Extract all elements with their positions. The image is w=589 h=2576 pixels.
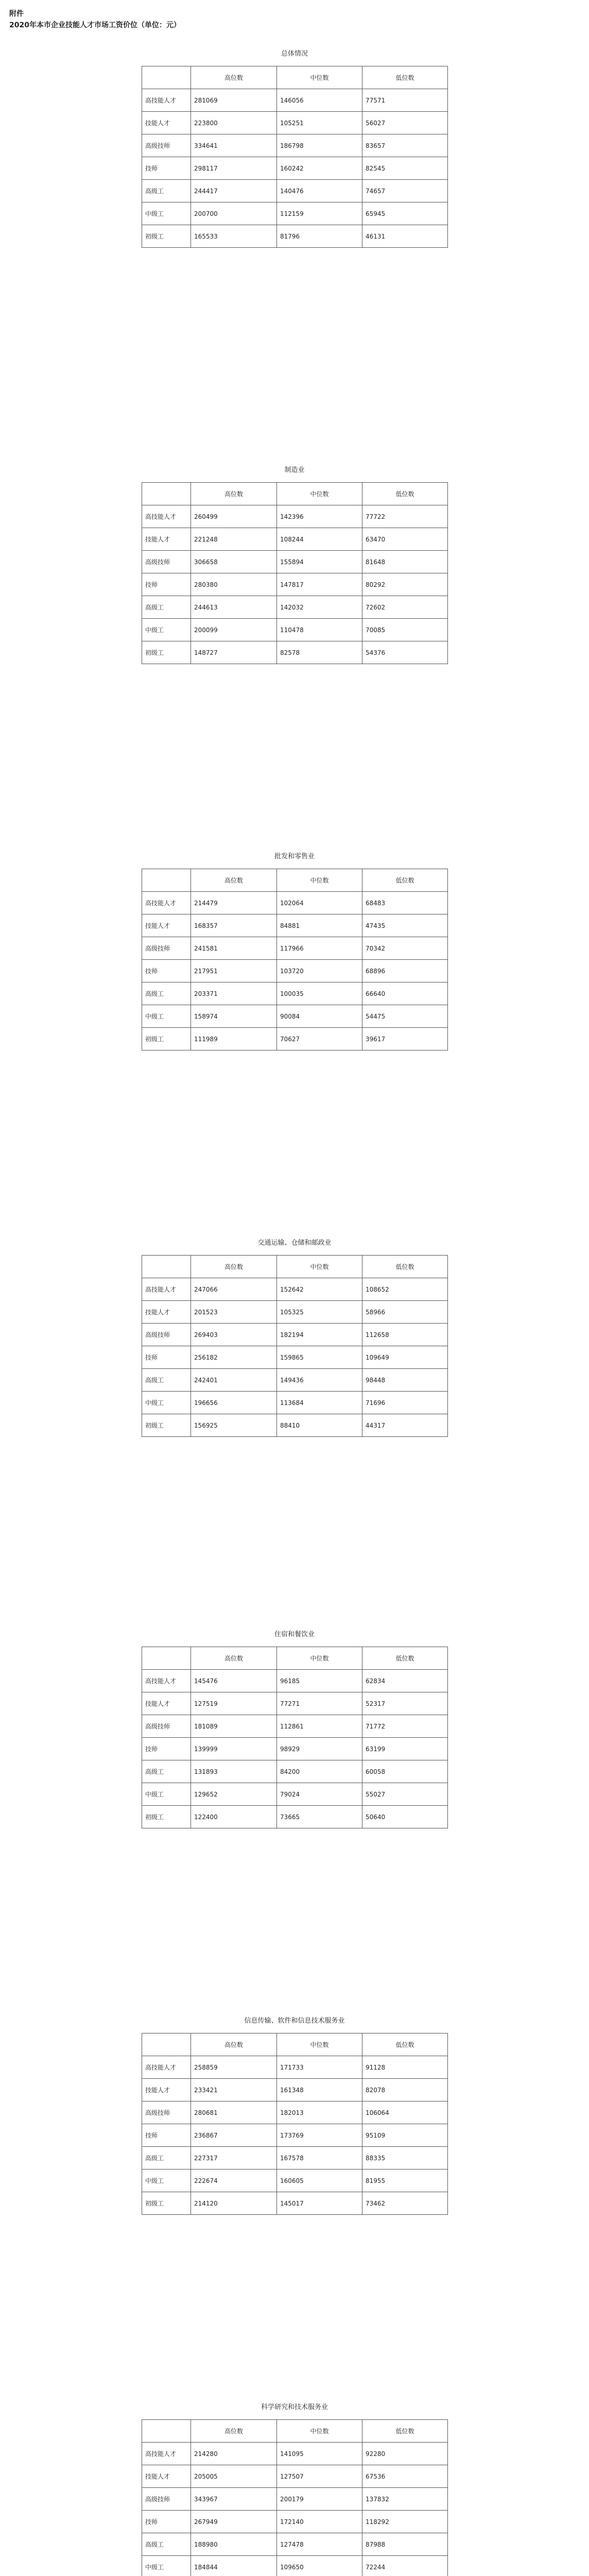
wage-cell: 58966 bbox=[362, 1301, 448, 1324]
sector-block bbox=[0, 2014, 589, 2207]
wage-cell: 98929 bbox=[277, 1738, 362, 1760]
wage-cell: 109650 bbox=[277, 2556, 362, 2576]
wage-cell: 63199 bbox=[362, 1738, 448, 1760]
skill-level-cell: 高级工 bbox=[142, 2147, 191, 2170]
table-row bbox=[142, 157, 448, 180]
wage-cell: 167578 bbox=[277, 2147, 362, 2170]
sector-title: 交通运输、仓储和邮政业 bbox=[257, 1239, 332, 1247]
column-header: 低位数 bbox=[362, 66, 448, 89]
wage-cell: 110478 bbox=[277, 619, 362, 641]
wage-cell: 139999 bbox=[191, 1738, 277, 1760]
column-header: 高位数 bbox=[191, 2420, 277, 2443]
skill-level-cell: 高级技师 bbox=[142, 937, 191, 960]
page-title: 2020年本市企业技能人才市场工资价位（单位：元） bbox=[9, 21, 181, 29]
table-header-row bbox=[142, 66, 448, 89]
table-row bbox=[142, 2192, 448, 2215]
sector-title: 科学研究和技术服务业 bbox=[261, 2403, 328, 2411]
table-row bbox=[142, 2102, 448, 2124]
skill-level-cell: 高级技师 bbox=[142, 1715, 191, 1738]
table-row bbox=[142, 202, 448, 225]
table-row bbox=[142, 134, 448, 157]
table-row bbox=[142, 2147, 448, 2170]
table-row bbox=[142, 112, 448, 134]
wage-cell: 127478 bbox=[277, 2533, 362, 2556]
wage-cell: 182194 bbox=[277, 1324, 362, 1346]
wage-cell: 105325 bbox=[277, 1301, 362, 1324]
sector-title: 总体情况 bbox=[281, 50, 308, 58]
sector-block bbox=[0, 2401, 589, 2571]
wage-cell: 145017 bbox=[277, 2192, 362, 2215]
table-header-row bbox=[142, 1256, 448, 1278]
wage-cell: 171733 bbox=[277, 2056, 362, 2079]
skill-level-cell: 中级工 bbox=[142, 202, 191, 225]
wage-cell: 92280 bbox=[362, 2443, 448, 2465]
wage-cell: 258859 bbox=[191, 2056, 277, 2079]
wage-cell: 106064 bbox=[362, 2102, 448, 2124]
skill-level-cell: 高级技师 bbox=[142, 2488, 191, 2511]
wage-cell: 70342 bbox=[362, 937, 448, 960]
skill-level-cell: 技师 bbox=[142, 2124, 191, 2147]
skill-level-cell: 中级工 bbox=[142, 619, 191, 641]
skill-level-cell: 高级工 bbox=[142, 1369, 191, 1392]
table-header-row bbox=[142, 2420, 448, 2443]
table-row bbox=[142, 1715, 448, 1738]
wage-cell: 91128 bbox=[362, 2056, 448, 2079]
table-row bbox=[142, 596, 448, 619]
skill-level-cell: 中级工 bbox=[142, 1005, 191, 1028]
column-header bbox=[142, 2033, 191, 2056]
wage-cell: 112658 bbox=[362, 1324, 448, 1346]
wage-cell: 181089 bbox=[191, 1715, 277, 1738]
skill-level-cell: 高技能人才 bbox=[142, 505, 191, 528]
wage-cell: 102064 bbox=[277, 892, 362, 914]
wage-cell: 68896 bbox=[362, 960, 448, 982]
wage-cell: 118292 bbox=[362, 2511, 448, 2533]
wage-cell: 281069 bbox=[191, 89, 277, 112]
wage-cell: 112861 bbox=[277, 1715, 362, 1738]
sector-block bbox=[0, 464, 589, 656]
wage-cell: 221248 bbox=[191, 528, 277, 551]
wage-cell: 103720 bbox=[277, 960, 362, 982]
wage-cell: 148727 bbox=[191, 641, 277, 664]
wage-cell: 70085 bbox=[362, 619, 448, 641]
wage-cell: 269403 bbox=[191, 1324, 277, 1346]
wage-cell: 113684 bbox=[277, 1392, 362, 1414]
wage-cell: 56027 bbox=[362, 112, 448, 134]
skill-level-cell: 技师 bbox=[142, 960, 191, 982]
table-header-row bbox=[142, 1647, 448, 1670]
wage-cell: 160242 bbox=[277, 157, 362, 180]
wage-cell: 129652 bbox=[191, 1783, 277, 1806]
table-row bbox=[142, 960, 448, 982]
column-header: 中位数 bbox=[277, 483, 362, 505]
wage-cell: 200179 bbox=[277, 2488, 362, 2511]
wage-cell: 260499 bbox=[191, 505, 277, 528]
wage-cell: 156925 bbox=[191, 1414, 277, 1437]
skill-level-cell: 技师 bbox=[142, 1346, 191, 1369]
column-header bbox=[142, 1256, 191, 1278]
skill-level-cell: 高技能人才 bbox=[142, 2056, 191, 2079]
wage-cell: 46131 bbox=[362, 225, 448, 248]
skill-level-cell: 中级工 bbox=[142, 2170, 191, 2192]
wage-cell: 55027 bbox=[362, 1783, 448, 1806]
table-row bbox=[142, 1392, 448, 1414]
sector-title: 批发和零售业 bbox=[274, 853, 315, 860]
wage-cell: 44317 bbox=[362, 1414, 448, 1437]
table-row bbox=[142, 1369, 448, 1392]
sector-wage-table bbox=[142, 2419, 448, 2576]
sector-wage-table bbox=[142, 2033, 448, 2215]
skill-level-cell: 技能人才 bbox=[142, 2465, 191, 2488]
wage-cell: 65945 bbox=[362, 202, 448, 225]
wage-cell: 88335 bbox=[362, 2147, 448, 2170]
skill-level-cell: 中级工 bbox=[142, 2556, 191, 2576]
wage-cell: 82078 bbox=[362, 2079, 448, 2102]
table-row bbox=[142, 1005, 448, 1028]
wage-cell: 83657 bbox=[362, 134, 448, 157]
column-header bbox=[142, 869, 191, 892]
table-row bbox=[142, 2556, 448, 2576]
table-row bbox=[142, 573, 448, 596]
wage-cell: 66640 bbox=[362, 982, 448, 1005]
wage-cell: 84200 bbox=[277, 1760, 362, 1783]
skill-level-cell: 高技能人才 bbox=[142, 1278, 191, 1301]
skill-level-cell: 中级工 bbox=[142, 1783, 191, 1806]
wage-cell: 96185 bbox=[277, 1670, 362, 1692]
table-row bbox=[142, 1806, 448, 1828]
wage-cell: 72244 bbox=[362, 2556, 448, 2576]
wage-cell: 72602 bbox=[362, 596, 448, 619]
column-header: 高位数 bbox=[191, 483, 277, 505]
column-header: 中位数 bbox=[277, 2033, 362, 2056]
sector-wage-table bbox=[142, 1647, 448, 1828]
wage-cell: 188980 bbox=[191, 2533, 277, 2556]
skill-level-cell: 高级工 bbox=[142, 982, 191, 1005]
table-row bbox=[142, 641, 448, 664]
table-row bbox=[142, 180, 448, 202]
wage-cell: 131893 bbox=[191, 1760, 277, 1783]
table-row bbox=[142, 1346, 448, 1369]
skill-level-cell: 技师 bbox=[142, 157, 191, 180]
skill-level-cell: 高级工 bbox=[142, 180, 191, 202]
table-row bbox=[142, 2056, 448, 2079]
wage-cell: 100035 bbox=[277, 982, 362, 1005]
wage-cell: 172140 bbox=[277, 2511, 362, 2533]
wage-cell: 54475 bbox=[362, 1005, 448, 1028]
wage-cell: 70627 bbox=[277, 1028, 362, 1050]
table-row bbox=[142, 1028, 448, 1050]
column-header: 低位数 bbox=[362, 869, 448, 892]
wage-cell: 39617 bbox=[362, 1028, 448, 1050]
table-row bbox=[142, 1670, 448, 1692]
wage-cell: 168357 bbox=[191, 914, 277, 937]
skill-level-cell: 高级技师 bbox=[142, 1324, 191, 1346]
skill-level-cell: 高级工 bbox=[142, 2533, 191, 2556]
wage-cell: 127519 bbox=[191, 1692, 277, 1715]
wage-cell: 214120 bbox=[191, 2192, 277, 2215]
skill-level-cell: 技师 bbox=[142, 1738, 191, 1760]
table-header-row bbox=[142, 869, 448, 892]
table-row bbox=[142, 1301, 448, 1324]
wage-cell: 241581 bbox=[191, 937, 277, 960]
skill-level-cell: 高技能人才 bbox=[142, 89, 191, 112]
table-row bbox=[142, 937, 448, 960]
table-row bbox=[142, 225, 448, 248]
skill-level-cell: 高级技师 bbox=[142, 551, 191, 573]
table-row bbox=[142, 1738, 448, 1760]
table-header-row bbox=[142, 2033, 448, 2056]
wage-cell: 108244 bbox=[277, 528, 362, 551]
wage-cell: 196656 bbox=[191, 1392, 277, 1414]
sector-title: 住宿和餐饮业 bbox=[274, 1631, 315, 1638]
table-row bbox=[142, 1278, 448, 1301]
wage-cell: 81796 bbox=[277, 225, 362, 248]
wage-cell: 149436 bbox=[277, 1369, 362, 1392]
wage-cell: 146056 bbox=[277, 89, 362, 112]
wage-cell: 82545 bbox=[362, 157, 448, 180]
wage-cell: 280681 bbox=[191, 2102, 277, 2124]
wage-cell: 79024 bbox=[277, 1783, 362, 1806]
wage-cell: 73665 bbox=[277, 1806, 362, 1828]
wage-cell: 173769 bbox=[277, 2124, 362, 2147]
wage-cell: 52317 bbox=[362, 1692, 448, 1715]
wage-cell: 236867 bbox=[191, 2124, 277, 2147]
wage-cell: 74657 bbox=[362, 180, 448, 202]
skill-level-cell: 技能人才 bbox=[142, 1692, 191, 1715]
wage-cell: 145476 bbox=[191, 1670, 277, 1692]
wage-cell: 256182 bbox=[191, 1346, 277, 1369]
wage-cell: 142032 bbox=[277, 596, 362, 619]
wage-cell: 161348 bbox=[277, 2079, 362, 2102]
wage-cell: 298117 bbox=[191, 157, 277, 180]
skill-level-cell: 技能人才 bbox=[142, 2079, 191, 2102]
wage-cell: 214280 bbox=[191, 2443, 277, 2465]
wage-cell: 117966 bbox=[277, 937, 362, 960]
skill-level-cell: 技师 bbox=[142, 2511, 191, 2533]
skill-level-cell: 技能人才 bbox=[142, 1301, 191, 1324]
skill-level-cell: 初级工 bbox=[142, 1028, 191, 1050]
column-header: 中位数 bbox=[277, 2420, 362, 2443]
table-row bbox=[142, 1692, 448, 1715]
skill-level-cell: 初级工 bbox=[142, 2192, 191, 2215]
column-header: 低位数 bbox=[362, 483, 448, 505]
table-row bbox=[142, 914, 448, 937]
sector-wage-table bbox=[142, 66, 448, 248]
wage-cell: 147817 bbox=[277, 573, 362, 596]
wage-cell: 68483 bbox=[362, 892, 448, 914]
table-row bbox=[142, 2443, 448, 2465]
wage-cell: 90084 bbox=[277, 1005, 362, 1028]
sector-title: 信息传输、软件和信息技术服务业 bbox=[244, 2017, 345, 2025]
skill-level-cell: 高技能人才 bbox=[142, 1670, 191, 1692]
wage-cell: 267949 bbox=[191, 2511, 277, 2533]
wage-cell: 54376 bbox=[362, 641, 448, 664]
table-row bbox=[142, 505, 448, 528]
table-row bbox=[142, 982, 448, 1005]
table-row bbox=[142, 2170, 448, 2192]
sector-block bbox=[0, 850, 589, 1043]
table-row bbox=[142, 2533, 448, 2556]
wage-cell: 182013 bbox=[277, 2102, 362, 2124]
skill-level-cell: 高级工 bbox=[142, 1760, 191, 1783]
wage-cell: 87988 bbox=[362, 2533, 448, 2556]
wage-cell: 109649 bbox=[362, 1346, 448, 1369]
wage-cell: 334641 bbox=[191, 134, 277, 157]
wage-cell: 142396 bbox=[277, 505, 362, 528]
sector-block bbox=[0, 1628, 589, 1821]
wage-cell: 184844 bbox=[191, 2556, 277, 2576]
table-header-row bbox=[142, 483, 448, 505]
skill-level-cell: 高技能人才 bbox=[142, 892, 191, 914]
wage-cell: 244417 bbox=[191, 180, 277, 202]
wage-cell: 60058 bbox=[362, 1760, 448, 1783]
wage-cell: 200099 bbox=[191, 619, 277, 641]
wage-cell: 155894 bbox=[277, 551, 362, 573]
wage-cell: 137832 bbox=[362, 2488, 448, 2511]
table-row bbox=[142, 528, 448, 551]
skill-level-cell: 技师 bbox=[142, 573, 191, 596]
wage-cell: 47435 bbox=[362, 914, 448, 937]
table-row bbox=[142, 892, 448, 914]
skill-level-cell: 初级工 bbox=[142, 1806, 191, 1828]
column-header: 低位数 bbox=[362, 1256, 448, 1278]
skill-level-cell: 高技能人才 bbox=[142, 2443, 191, 2465]
wage-cell: 111989 bbox=[191, 1028, 277, 1050]
wage-cell: 280380 bbox=[191, 573, 277, 596]
table-row bbox=[142, 2511, 448, 2533]
table-row bbox=[142, 551, 448, 573]
wage-cell: 201523 bbox=[191, 1301, 277, 1324]
wage-cell: 77571 bbox=[362, 89, 448, 112]
wage-cell: 88410 bbox=[277, 1414, 362, 1437]
wage-cell: 98448 bbox=[362, 1369, 448, 1392]
wage-cell: 84881 bbox=[277, 914, 362, 937]
table-row bbox=[142, 619, 448, 641]
wage-cell: 205005 bbox=[191, 2465, 277, 2488]
wage-cell: 112159 bbox=[277, 202, 362, 225]
column-header: 中位数 bbox=[277, 869, 362, 892]
column-header: 高位数 bbox=[191, 1256, 277, 1278]
sector-block bbox=[0, 1236, 589, 1429]
wage-cell: 217951 bbox=[191, 960, 277, 982]
wage-cell: 122400 bbox=[191, 1806, 277, 1828]
wage-cell: 71772 bbox=[362, 1715, 448, 1738]
table-row bbox=[142, 89, 448, 112]
wage-cell: 77722 bbox=[362, 505, 448, 528]
wage-cell: 63470 bbox=[362, 528, 448, 551]
skill-level-cell: 中级工 bbox=[142, 1392, 191, 1414]
sector-wage-table bbox=[142, 1255, 448, 1437]
table-row bbox=[142, 1414, 448, 1437]
column-header: 低位数 bbox=[362, 1647, 448, 1670]
column-header bbox=[142, 483, 191, 505]
column-header bbox=[142, 2420, 191, 2443]
skill-level-cell: 高级技师 bbox=[142, 2102, 191, 2124]
column-header: 中位数 bbox=[277, 66, 362, 89]
table-row bbox=[142, 1783, 448, 1806]
table-row bbox=[142, 2124, 448, 2147]
skill-level-cell: 高级工 bbox=[142, 596, 191, 619]
wage-cell: 186798 bbox=[277, 134, 362, 157]
wage-cell: 71696 bbox=[362, 1392, 448, 1414]
wage-cell: 50640 bbox=[362, 1806, 448, 1828]
wage-cell: 73462 bbox=[362, 2192, 448, 2215]
wage-cell: 81955 bbox=[362, 2170, 448, 2192]
wage-cell: 105251 bbox=[277, 112, 362, 134]
wage-cell: 140476 bbox=[277, 180, 362, 202]
skill-level-cell: 高级技师 bbox=[142, 134, 191, 157]
wage-cell: 77271 bbox=[277, 1692, 362, 1715]
wage-cell: 214479 bbox=[191, 892, 277, 914]
sector-block bbox=[0, 47, 589, 240]
wage-cell: 203371 bbox=[191, 982, 277, 1005]
wage-cell: 222674 bbox=[191, 2170, 277, 2192]
wage-cell: 244613 bbox=[191, 596, 277, 619]
wage-cell: 108652 bbox=[362, 1278, 448, 1301]
column-header: 高位数 bbox=[191, 869, 277, 892]
column-header: 低位数 bbox=[362, 2033, 448, 2056]
annex-label: 附件 bbox=[9, 10, 24, 18]
table-row bbox=[142, 2465, 448, 2488]
wage-cell: 165533 bbox=[191, 225, 277, 248]
wage-cell: 152642 bbox=[277, 1278, 362, 1301]
table-row bbox=[142, 1324, 448, 1346]
wage-cell: 141095 bbox=[277, 2443, 362, 2465]
column-header: 高位数 bbox=[191, 66, 277, 89]
wage-cell: 95109 bbox=[362, 2124, 448, 2147]
wage-cell: 80292 bbox=[362, 573, 448, 596]
page-header bbox=[9, 8, 181, 31]
table-row bbox=[142, 1760, 448, 1783]
column-header: 低位数 bbox=[362, 2420, 448, 2443]
wage-cell: 233421 bbox=[191, 2079, 277, 2102]
sector-title: 制造业 bbox=[284, 466, 305, 474]
skill-level-cell: 技能人才 bbox=[142, 914, 191, 937]
sector-wage-table bbox=[142, 869, 448, 1050]
wage-cell: 127507 bbox=[277, 2465, 362, 2488]
wage-cell: 82578 bbox=[277, 641, 362, 664]
wage-cell: 343967 bbox=[191, 2488, 277, 2511]
wage-cell: 247066 bbox=[191, 1278, 277, 1301]
wage-cell: 242401 bbox=[191, 1369, 277, 1392]
wage-cell: 81648 bbox=[362, 551, 448, 573]
skill-level-cell: 技能人才 bbox=[142, 112, 191, 134]
column-header bbox=[142, 66, 191, 89]
wage-cell: 200700 bbox=[191, 202, 277, 225]
wage-cell: 158974 bbox=[191, 1005, 277, 1028]
column-header: 中位数 bbox=[277, 1647, 362, 1670]
column-header: 高位数 bbox=[191, 2033, 277, 2056]
column-header bbox=[142, 1647, 191, 1670]
column-header: 中位数 bbox=[277, 1256, 362, 1278]
skill-level-cell: 初级工 bbox=[142, 1414, 191, 1437]
table-row bbox=[142, 2079, 448, 2102]
wage-cell: 227317 bbox=[191, 2147, 277, 2170]
skill-level-cell: 初级工 bbox=[142, 641, 191, 664]
wage-cell: 62834 bbox=[362, 1670, 448, 1692]
wage-cell: 223800 bbox=[191, 112, 277, 134]
wage-cell: 67536 bbox=[362, 2465, 448, 2488]
sector-wage-table bbox=[142, 482, 448, 664]
skill-level-cell: 初级工 bbox=[142, 225, 191, 248]
skill-level-cell: 技能人才 bbox=[142, 528, 191, 551]
wage-cell: 159865 bbox=[277, 1346, 362, 1369]
wage-cell: 160605 bbox=[277, 2170, 362, 2192]
wage-cell: 306658 bbox=[191, 551, 277, 573]
column-header: 高位数 bbox=[191, 1647, 277, 1670]
table-row bbox=[142, 2488, 448, 2511]
